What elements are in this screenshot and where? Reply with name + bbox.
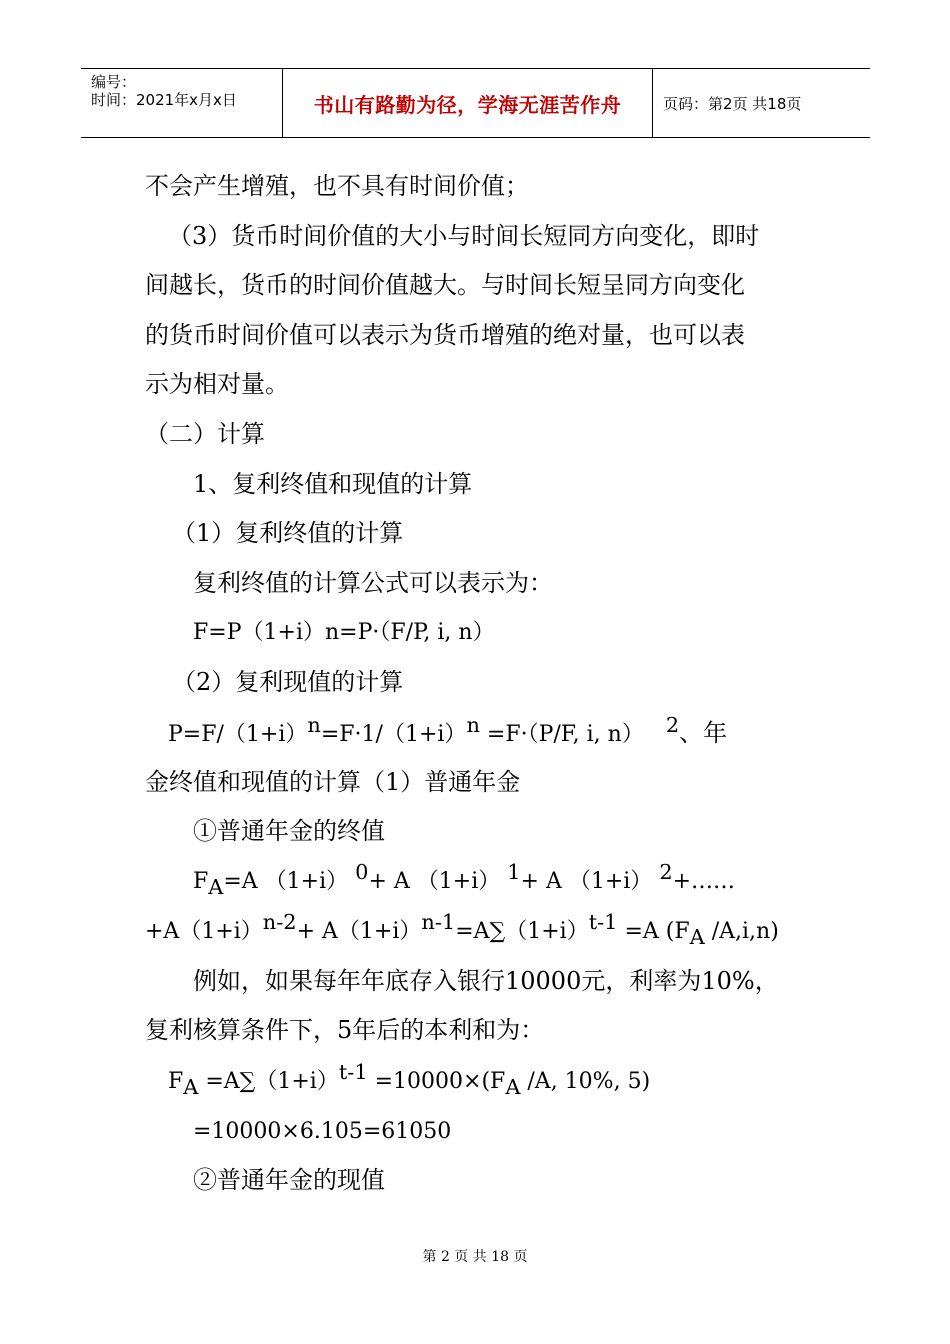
paragraph-annuity-fv-heading: ①普通年金的终值 [193,817,385,845]
paragraph-example-cont: 复利核算条件下，5年后的本利和为： [145,1016,545,1044]
code-label: 编号： [91,73,137,91]
paragraph-2: （3）货币时间价值的大小与时间长短同方向变化，即时 [168,222,760,250]
time-label: 时间：2021年x月x日 [91,91,237,109]
paragraph-3: 间越长，货币的时间价值越大。与时间长短呈同方向变化 [145,271,745,299]
paragraph-1: 不会产生增殖，也不具有时间价值； [145,172,529,200]
formula-example-1: $F_A =A\sum(1+i)^{t-1} =10000\times(F_A$ /A, 10%, 5) [168,1059,651,1100]
page-header [81,68,870,138]
formula-example-2: =10000×6.105=61050 [193,1119,452,1144]
paragraph-4: 的货币时间价值可以表示为货币增殖的绝对量，也可以表 [145,321,745,349]
subsection-heading-1: 1、复利终值和现值的计算 [193,470,473,498]
paragraph-example: 例如，如果每年年底存入银行10000元，利率为10%， [193,967,779,995]
header-page-info: 页码：第2页 共18页 [663,94,802,113]
formula-annuity-fv-1: $F_A=A$ （1+i） $^0$+ A （1+i） $^1$+ A （1+i） $^2$+…… [193,859,736,900]
subsection-heading-1-2: （2）复利现值的计算 [172,668,404,696]
paragraph-formula-intro: 复利终值的计算公式可以表示为： [193,569,553,597]
page-footer: 第 2 页 共 18 页 [422,1249,528,1265]
paragraph-annuity-pv-heading: ②普通年金的现值 [193,1166,385,1194]
formula-compound-future-value: F=P（1+i）n=P·（F/P, i, n） [193,620,495,645]
paragraph-annuity-heading: 金终值和现值的计算（1）普通年金 [145,768,521,796]
section-heading: （二）计算 [145,420,265,448]
header-meta [81,69,282,137]
header-motto: 书山有路勤为径，学海无涯苦作舟 [282,69,653,137]
formula-annuity-fv-2: $+A(1+i)^{n-2}+ A(1+i)^{n-1}=A\sum(1+i)^{t-1} =A$ ($F_A$ /A,i,n) [145,909,779,950]
subsection-heading-1-1: （1）复利终值的计算 [172,519,404,547]
paragraph-5: 示为相对量。 [145,370,289,398]
formula-compound-present-value: $P=F/(1+i)^n=F\cdot 1/(1+i)^n =F\cdot(P/F$, i, n） $^2$、年 [168,712,728,747]
